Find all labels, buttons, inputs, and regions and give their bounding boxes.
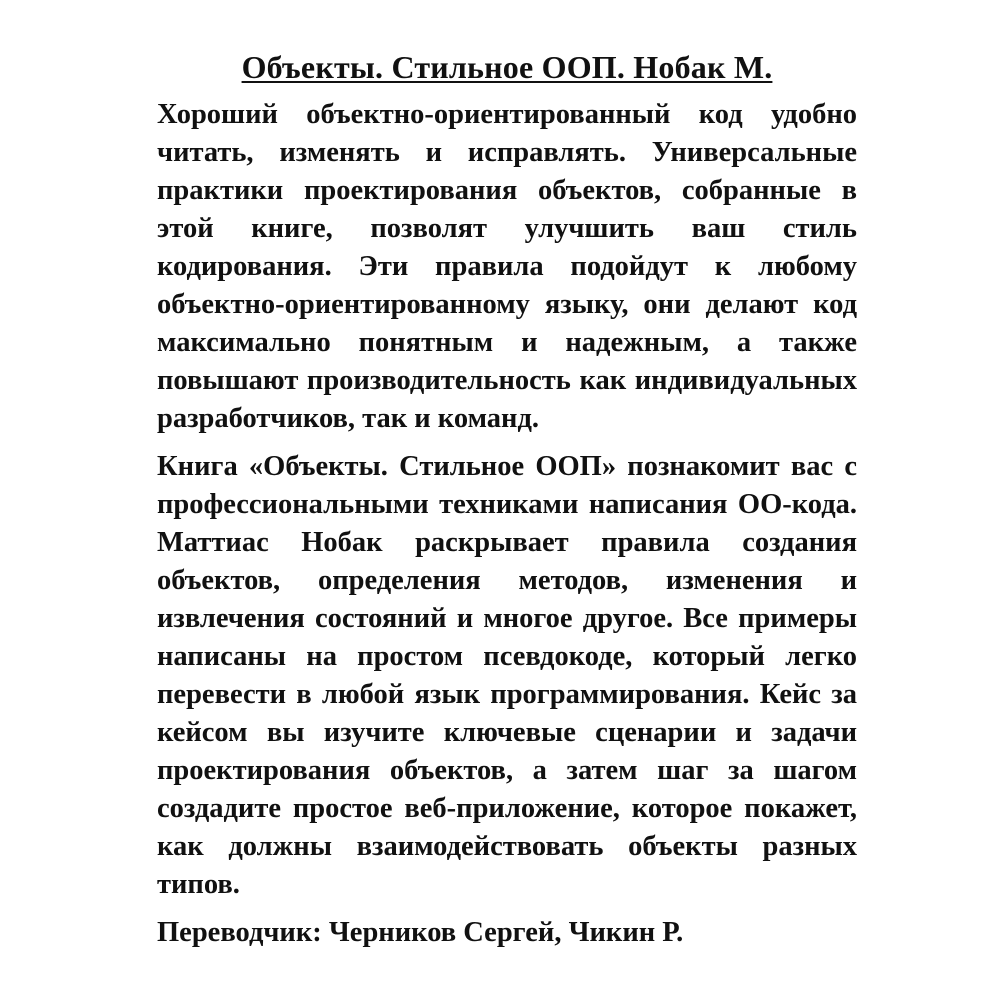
translator-credit: Переводчик: Черников Сергей, Чикин Р. bbox=[157, 917, 684, 948]
description-paragraph-2: Книга «Объекты. Стильное ООП» познакомит вас с профессиональными техниками написания ОО-кода. Маттиас Нобак раскрывает правила создания объектов, определения методов, изменения и извлечения состояний и многое другое. Все примеры написаны на простом псевдокоде, который легко перевести в любой язык программирования. Кейс за кейсом вы изучите ключевые сценарии и задачи проектирования объектов, а затем шаг за шагом создадите простое веб-приложение, которое покажет, как должны взаимодействовать объекты разных типов. bbox=[157, 451, 857, 900]
document-page bbox=[157, 48, 857, 952]
document-title: Объекты. Стильное ООП. Нобак М. bbox=[241, 49, 773, 85]
description-paragraph-1: Хороший объектно-ориентированный код удобно читать, изменять и исправлять. Универсальные практики проектирования объектов, собранные в этой книге, позволят улучшить ваш стиль кодирования. Эти правила подойдут к любому объектно-ориентированному языку, они делают код максимально понятным и надежным, а также повышают производительность как индивидуальных разработчиков, так и команд. bbox=[157, 99, 857, 434]
